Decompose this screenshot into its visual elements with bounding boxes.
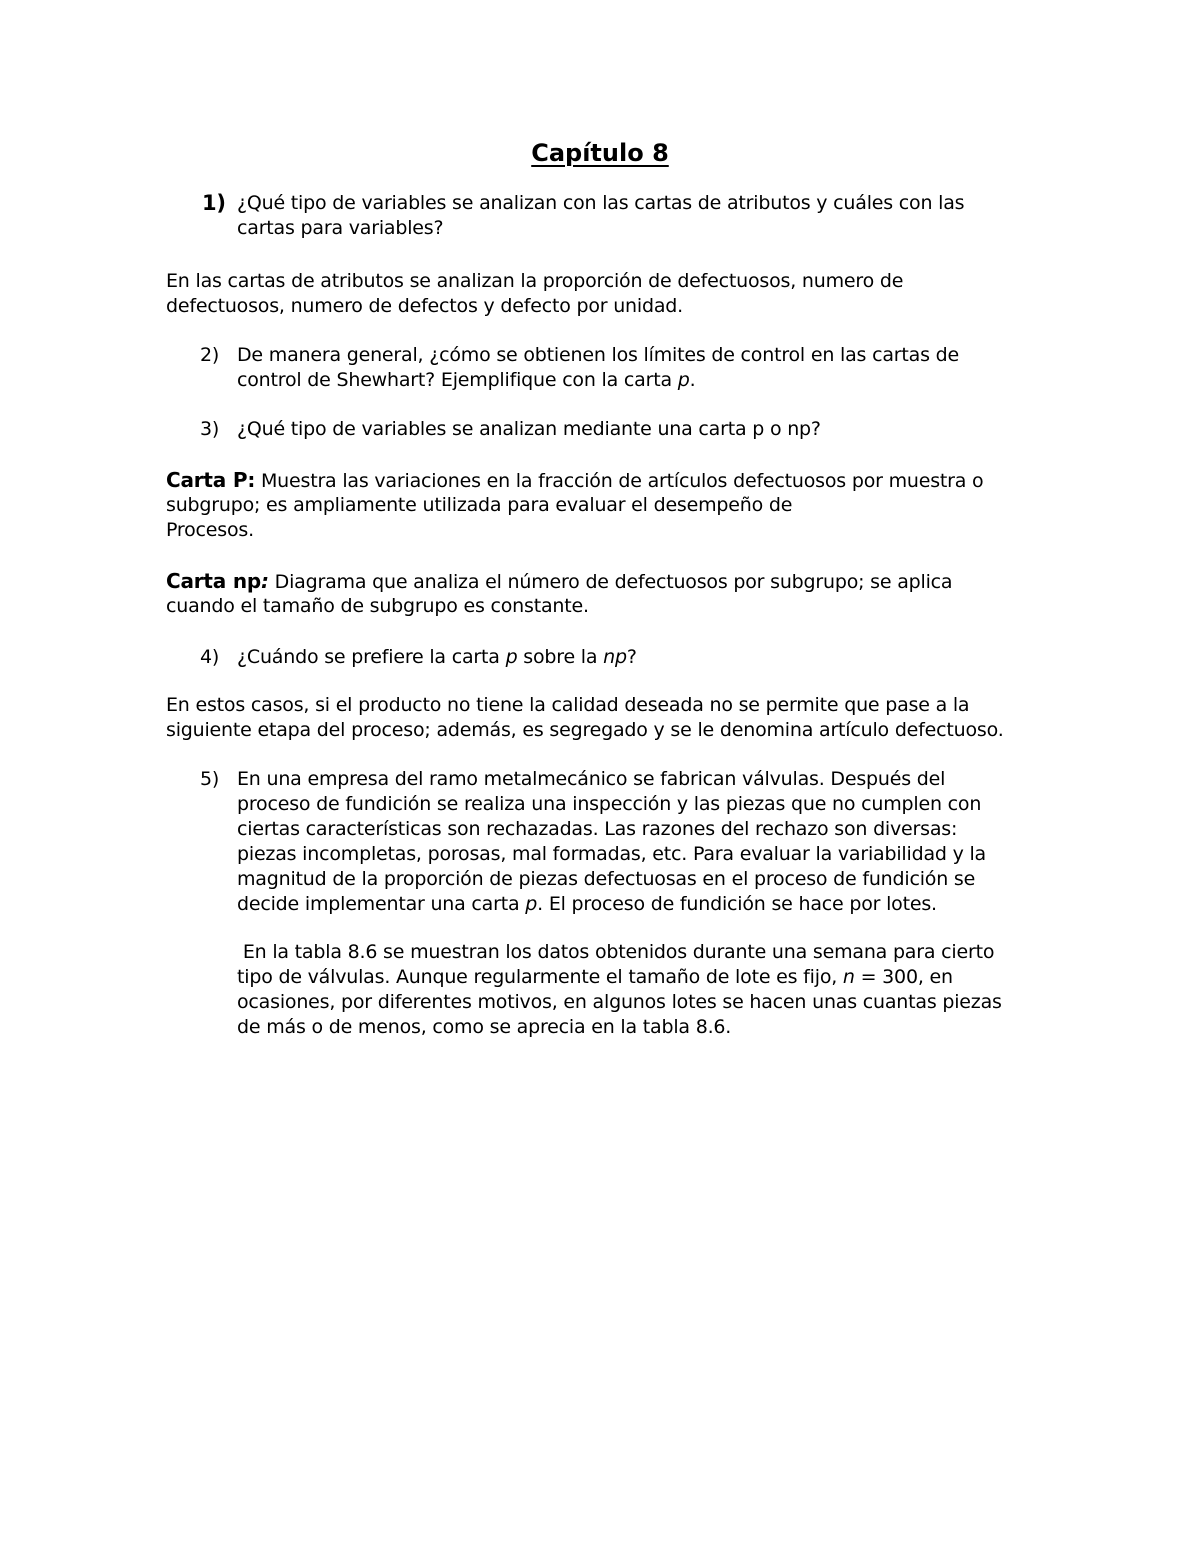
question-text: De manera general, ¿cómo se obtienen los límites de control en las cartas de control de Shewhart? Ejemplifique con la carta p.: [237, 344, 959, 391]
question-text: ¿Qué tipo de variables se analizan con las cartas de atributos y cuáles con las cartas para variables?: [237, 192, 965, 239]
question-number: 1): [202, 191, 226, 215]
term-label: Carta np: [166, 569, 262, 593]
question-text: ¿Qué tipo de variables se analizan mediante una carta p o np?: [237, 418, 821, 440]
question-number: 4): [200, 646, 220, 668]
question-number: 5): [200, 768, 220, 790]
term-label: Carta P:: [166, 468, 256, 492]
question-text: ¿Cuándo se prefiere la carta p sobre la np?: [237, 646, 637, 668]
question-text: En una empresa del ramo metalmecánico se fabrican válvulas. Después del proceso de fundición se realiza una inspección y las piezas que no cumplen con ciertas características son rechazadas. Las razones del rechazo son diversas: piezas incompletas, porosas, mal formadas, etc. Para evaluar la variabilidad y la magnitud de la proporción de piezas defectuosas en el proceso de fundición se decide implementar una carta p. El proceso de fundición se hace por lotes.: [237, 768, 986, 915]
answer-4: En estos casos, si el producto no tiene la calidad deseada no se permite que pase a la siguiente etapa del proceso; además, es segregado y se le denomina artículo defectuoso.: [166, 694, 1004, 741]
chapter-title: Capítulo 8: [531, 139, 669, 167]
carta-p-definition: Carta P: Muestra las variaciones en la fracción de artículos defectuosos por muestra o subgrupo; es ampliamente utilizada para evaluar el desempeño de Procesos.: [166, 468, 984, 541]
question-number: 3): [200, 418, 220, 440]
question-text: En la tabla 8.6 se muestran los datos obtenidos durante una semana para cierto tipo de válvulas. Aunque regularmente el tamaño de lote es fijo, n = 300, en ocasiones, por diferentes motivos, en algunos lotes se hacen unas cuantas piezas de más o de menos, como se aprecia en la tabla 8.6.: [237, 941, 1002, 1038]
answer-1: En las cartas de atributos se analizan la proporción de defectuosos, numero de defectuosos, numero de defectos y defecto por unidad.: [166, 270, 904, 317]
carta-np-definition: Carta np: Diagrama que analiza el número de defectuosos por subgrupo; se aplica cuando el tamaño de subgrupo es constante.: [166, 569, 953, 617]
question-number: 2): [200, 344, 220, 366]
